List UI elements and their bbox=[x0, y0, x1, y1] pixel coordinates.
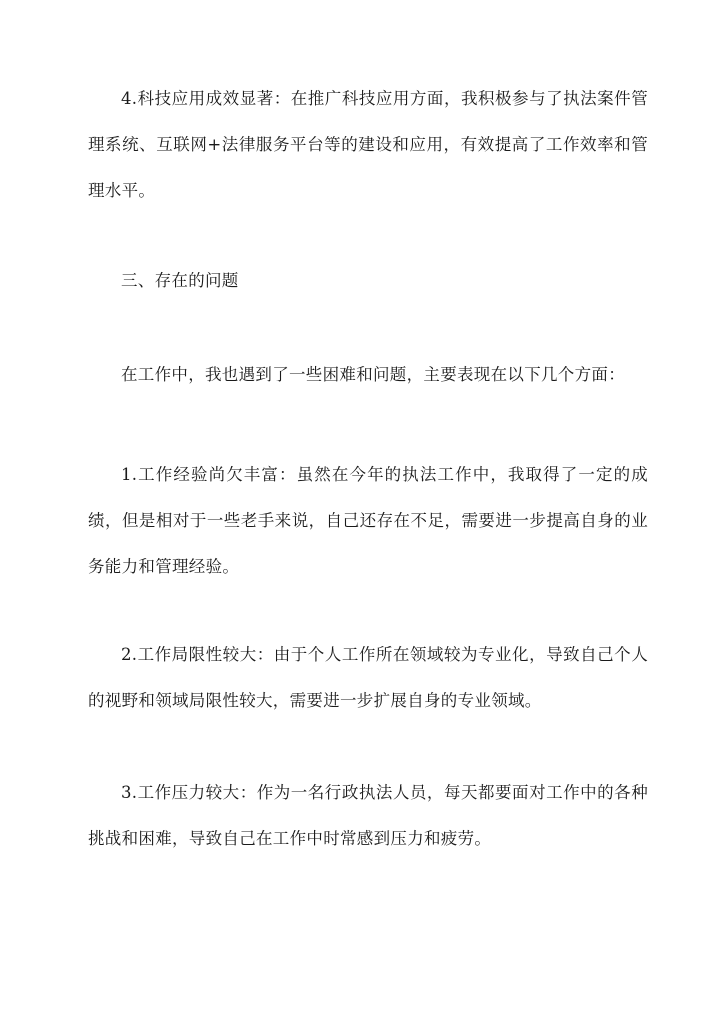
paragraph-limitations: 2.工作局限性较大：由于个人工作所在领域较为专业化，导致自己个人的视野和领域局限性较大，需要进一步扩展自身的专业领域。 bbox=[88, 645, 648, 710]
paragraph-tech-application: 4.科技应用成效显著：在推广科技应用方面，我积极参与了执法案件管理系统、互联网+法律服务平台等的建设和应用，有效提高了工作效率和管理水平。 bbox=[88, 89, 648, 200]
paragraph-experience: 1.工作经验尚欠丰富：虽然在今年的执法工作中，我取得了一定的成绩，但是相对于一些老手来说，自己还存在不足，需要进一步提高自身的业务能力和管理经验。 bbox=[88, 465, 648, 576]
paragraph-pressure: 3.工作压力较大：作为一名行政执法人员，每天都要面对工作中的各种挑战和困难，导致自己在工作中时常感到压力和疲劳。 bbox=[88, 783, 648, 848]
paragraph-problems-intro: 在工作中，我也遇到了一些困难和问题，主要表现在以下几个方面： bbox=[121, 365, 625, 384]
section-heading-problems: 三、存在的问题 bbox=[121, 271, 239, 290]
